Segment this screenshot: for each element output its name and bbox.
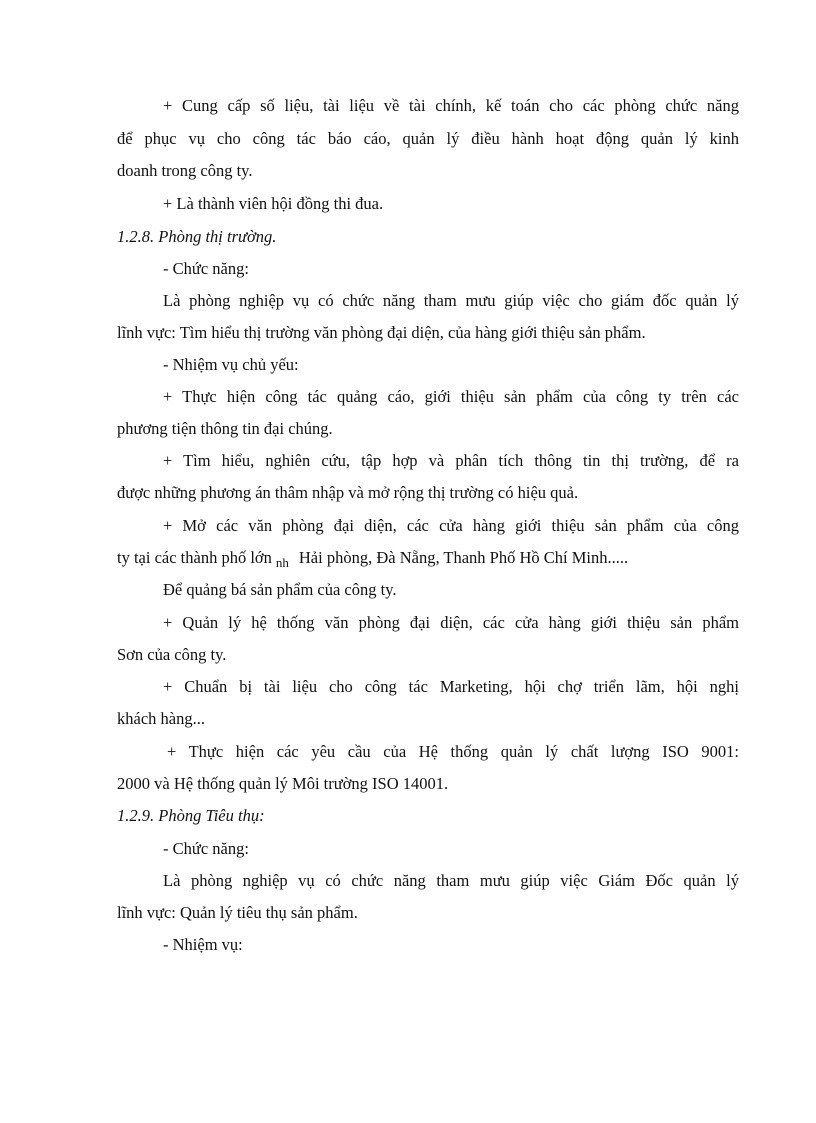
section-heading-1-2-9: 1.2.9. Phòng Tiêu thụ:	[117, 806, 265, 825]
paragraph-line: Sơn của công ty.	[117, 645, 227, 664]
paragraph-line: - Nhiệm vụ chủ yếu:	[163, 355, 299, 374]
paragraph-line: - Chức năng:	[163, 839, 249, 858]
paragraph-line: phương tiện thông tin đại chúng.	[117, 419, 333, 438]
paragraph-line: + Tìm hiểu, nghiên cứu, tập hợp và phân tích thông tin thị trường, để ra	[163, 451, 739, 470]
paragraph-line: Là phòng nghiệp vụ có chức năng tham mưu giúp việc Giám Đốc quản lý	[163, 871, 739, 890]
paragraph-line: Để quảng bá sản phẩm của công ty.	[163, 580, 397, 599]
section-heading-1-2-8: 1.2.8. Phòng thị trường.	[117, 227, 277, 246]
line-segment: Hải phòng, Đà Nẵng, Thanh Phố Hồ Chí Minh.....	[298, 548, 629, 567]
paragraph-line: + Thực hiện công tác quảng cáo, giới thiệu sản phẩm của công ty trên các	[163, 387, 739, 406]
paragraph-line: 2000 và Hệ thống quản lý Môi trường ISO 14001.	[117, 774, 449, 793]
stray-fragment: nh	[275, 555, 289, 570]
paragraph-line: - Chức năng:	[163, 259, 249, 278]
paragraph-line: + Cung cấp số liệu, tài liệu về tài chính, kế toán cho các phòng chức năng	[163, 96, 739, 115]
paragraph-line: để phục vụ cho công tác báo cáo, quản lý điều hành hoạt động quản lý kinh	[117, 129, 739, 148]
paragraph-line: lĩnh vực: Tìm hiểu thị trường văn phòng đại diện, của hàng giới thiệu sản phẩm.	[117, 323, 646, 342]
paragraph-line: lĩnh vực: Quản lý tiêu thụ sản phẩm.	[117, 903, 358, 922]
paragraph-line: doanh trong công ty.	[117, 161, 253, 180]
paragraph-line: + Là thành viên hội đồng thi đua.	[163, 194, 384, 213]
paragraph-line: được những phương án thâm nhập và mở rộng thị trường có hiệu quả.	[117, 483, 579, 502]
paragraph-line: + Chuẩn bị tài liệu cho công tác Marketing, hội chợ triển lãm, hội nghị	[163, 677, 739, 696]
paragraph-line: + Thực hiện các yêu cầu của Hệ thống quản lý chất lượng ISO 9001:	[167, 742, 739, 761]
paragraph-line: - Nhiệm vụ:	[163, 935, 243, 954]
paragraph-line	[117, 548, 628, 569]
paragraph-line: + Mở các văn phòng đại diện, các cửa hàng giới thiệu sản phẩm của công	[163, 516, 739, 535]
paragraph-line: khách hàng...	[117, 709, 205, 728]
paragraph-line: + Quản lý hệ thống văn phòng đại diện, các cửa hàng giới thiệu sản phẩm	[163, 613, 739, 632]
line-segment: ty tại các thành phố lớn	[117, 548, 272, 567]
paragraph-line: Là phòng nghiệp vụ có chức năng tham mưu giúp việc cho giám đốc quản lý	[163, 291, 739, 310]
